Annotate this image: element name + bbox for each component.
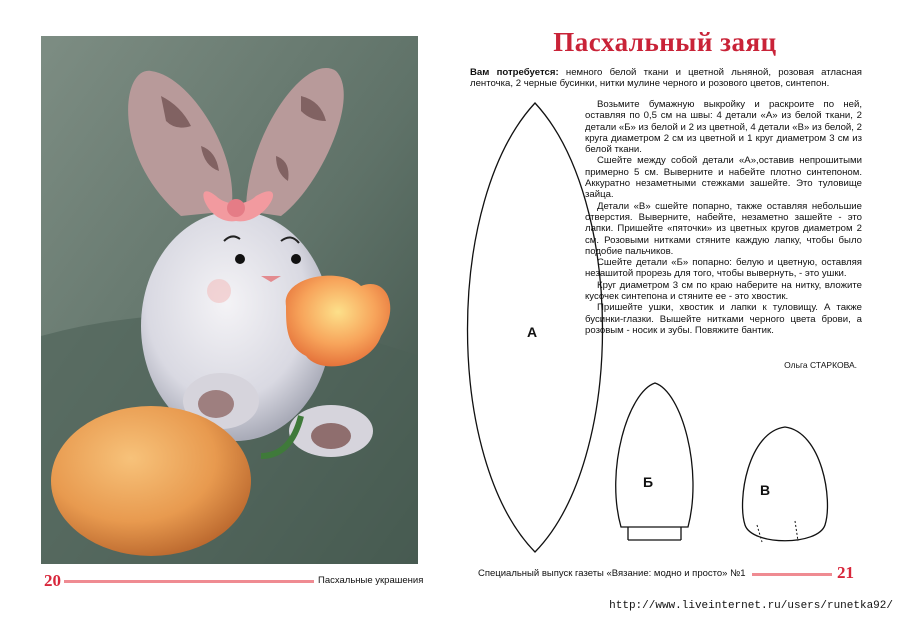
instruction-paragraph: Сшейте детали «Б» попарно: белую и цветную, оставляя незашитой прорезь для того, чтобы вывернуть, - это ушки. bbox=[585, 257, 862, 280]
author: Ольга СТАРКОВА. bbox=[784, 360, 857, 370]
instruction-paragraph: Круг диаметром 3 см по краю наберите на нитку, вложите кусочек синтепона и стяните ее - это хвостик. bbox=[585, 279, 862, 303]
pattern-v bbox=[743, 427, 828, 542]
pattern-b bbox=[616, 383, 693, 540]
instruction-paragraph: Пришейте ушки, хвостик и лапки к туловищу. А также бусинки-глазки. Вышейте нитками черного цвета брови, а розовым - носик и зубы. Повяжите бантик. bbox=[585, 302, 862, 336]
page-number-left: 20 bbox=[44, 571, 61, 590]
page-number-right: 21 bbox=[837, 563, 854, 582]
materials-label: Вам потребуется: bbox=[470, 67, 559, 78]
instruction-paragraph: Детали «В» сшейте попарно, также оставляя небольшие отверстия. Выверните, набейте, незаметно зашейте - это лапки. Пришейте «пяточки» из цветных кругов диаметром 2 см. Розовыми нитками стяните каждую лапку, чтобы было подобие пальчиков. bbox=[585, 200, 862, 257]
instruction-paragraph: Возьмите бумажную выкройку и раскроите по ней, оставляя по 0,5 см на швы: 4 детали «А» из белой ткани, 2 детали «Б» из белой и 2 из цветной, 4 детали «В» из белой, 2 круга диаметром 2 см из цветной и 1 круг диаметром 3 см из белой ткани. bbox=[585, 99, 862, 156]
footer-right: Специальный выпуск газеты «Вязание: модно и просто» №1 bbox=[478, 568, 746, 579]
pattern-v-label: В bbox=[760, 482, 771, 498]
materials-text: немного белой ткани и цветной льняной, розовая атласная ленточка, 2 черные бусинки, нитки мулине черного и розового цветов, синтепон. bbox=[470, 67, 862, 90]
instruction-paragraph: Сшейте между собой детали «А»,оставив непрошитыми примерно 5 см. Выверните и набейте плотно синтепоном. Аккуратно незаметными стежками зашейте. Это туловище зайца. bbox=[585, 155, 862, 201]
page-title: Пасхальный заяц bbox=[553, 27, 777, 57]
pattern-a-label: А bbox=[527, 324, 538, 340]
pattern-a bbox=[468, 103, 603, 552]
pattern-b-label: Б bbox=[643, 474, 654, 490]
footer-rule-right bbox=[752, 573, 832, 576]
source-url: http://www.liveinternet.ru/users/runetka92/ bbox=[609, 600, 893, 612]
footer-left: Пасхальные украшения bbox=[318, 575, 424, 586]
